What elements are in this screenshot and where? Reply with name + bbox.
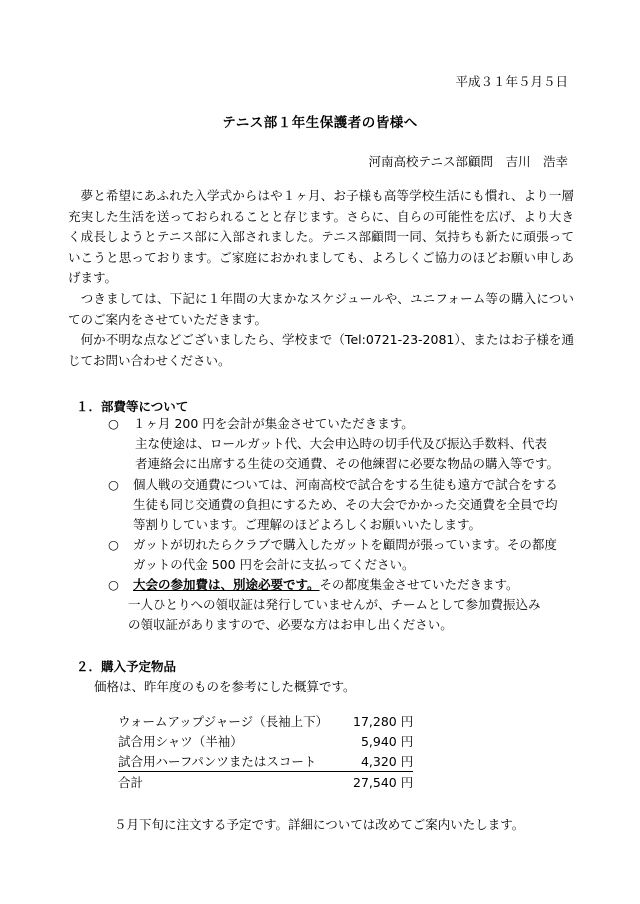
item-price: 4,320 円 (353, 751, 413, 772)
bullet-line: 生徒も同じ交通費の負担にするため、その大会でかかった交通費を全員で均 (133, 497, 558, 512)
item-name: 試合用ハーフパンツまたはスコート (118, 751, 353, 772)
bullet-travel-cost (108, 475, 578, 535)
bullet-line: ガットの代金 500 円を会計に支払ってください。 (133, 557, 415, 572)
footer-note: ５月下旬に注文する予定です。詳細については改めてご案内いたします。 (114, 817, 525, 832)
table-row (118, 711, 413, 731)
total-price: 27,540 円 (353, 775, 414, 790)
bullet-mark: ○ (108, 537, 119, 552)
bullet-line: 者連絡会に出席する生徒の交通費、その他練習に必要な物品の購入等です。 (135, 456, 560, 471)
bullet-line: 一人ひとりへの領収証は発行していませんが、チームとして参加費振込み (128, 597, 541, 612)
intro (68, 186, 574, 371)
intro-paragraph-3: 何か不明な点などございましたら、学校まで（Tel:0721-23-2081）、またはお子様を通じてお問い合わせください。 (68, 332, 574, 368)
bullet-entry-fee (108, 575, 578, 635)
price-note: 価格は、昨年度のものを参考にした概算です。 (94, 679, 356, 694)
bullet-line: 主な使途は、ロールガット代、大会申込時の切手代及び振込手数料、代表 (135, 436, 548, 451)
bullet-line: 個人戦の交通費については、河南高校で試合をする生徒も遠方で試合をする (133, 477, 558, 492)
entry-fee-emphasis: 大会の参加費は、別途必要です。 (133, 577, 320, 592)
intro-paragraph-1: 夢と希望にあふれた入学式からはや１ヶ月、お子様も高等学校生活にも慣れ、より一層充実した生活を送っておられることと存じます。さらに、自らの可能性を広げ、より大きく成長しようとテニス部に入部されました。テニス部顧問一同、気持ちも新たに頑張っていこうと思っております。ご家庭におかれましても、よろしくご協力のほどお願い申しあげます。 (68, 188, 574, 286)
bullet-mark: ○ (108, 416, 119, 431)
bullet-gut (108, 535, 578, 575)
total-label: 合計 (118, 775, 144, 790)
table-row (118, 751, 413, 772)
item-price: 5,940 円 (360, 734, 414, 749)
bullet-line: ガットが切れたらクラブで購入したガットを顧問が張っています。その都度 (133, 537, 557, 552)
document-title: テニス部１年生保護者の皆様へ (222, 115, 418, 131)
total-row (118, 772, 413, 793)
section-1-heading: １．部費等について (76, 399, 189, 414)
bullet-line: その都度集金させていただきます。 (319, 577, 519, 592)
intro-paragraph-2: つきましては、下記に１年間の大まかなスケジュールや、ユニフォーム等の購入についてのご案内をさせていただきます。 (68, 290, 574, 327)
table-row (118, 731, 413, 751)
section-2-heading: ２．購入予定物品 (76, 659, 177, 674)
bullet-mark: ○ (108, 577, 119, 592)
bullet-line: 等割りしています。ご理解のほどよろしくお願いいたします。 (133, 517, 482, 532)
bullet-line: の領収証がありますので、必要な方はお申し出ください。 (128, 617, 453, 632)
item-price: 17,280 円 (353, 714, 414, 729)
bullet-mark: ○ (108, 477, 119, 492)
bullet-line: １ヶ月 200 円を会計が集金させていただきます。 (133, 416, 414, 431)
item-name: 試合用シャツ（半袖） (118, 734, 243, 749)
bullet-club-fee (108, 414, 578, 474)
item-name: ウォームアップジャージ（長袖上下） (118, 714, 329, 729)
date: 平成３１年５月５日 (455, 74, 568, 89)
purchase-items-table (118, 711, 413, 792)
sender: 河南高校テニス部顧問 吉川 浩幸 (368, 154, 568, 169)
